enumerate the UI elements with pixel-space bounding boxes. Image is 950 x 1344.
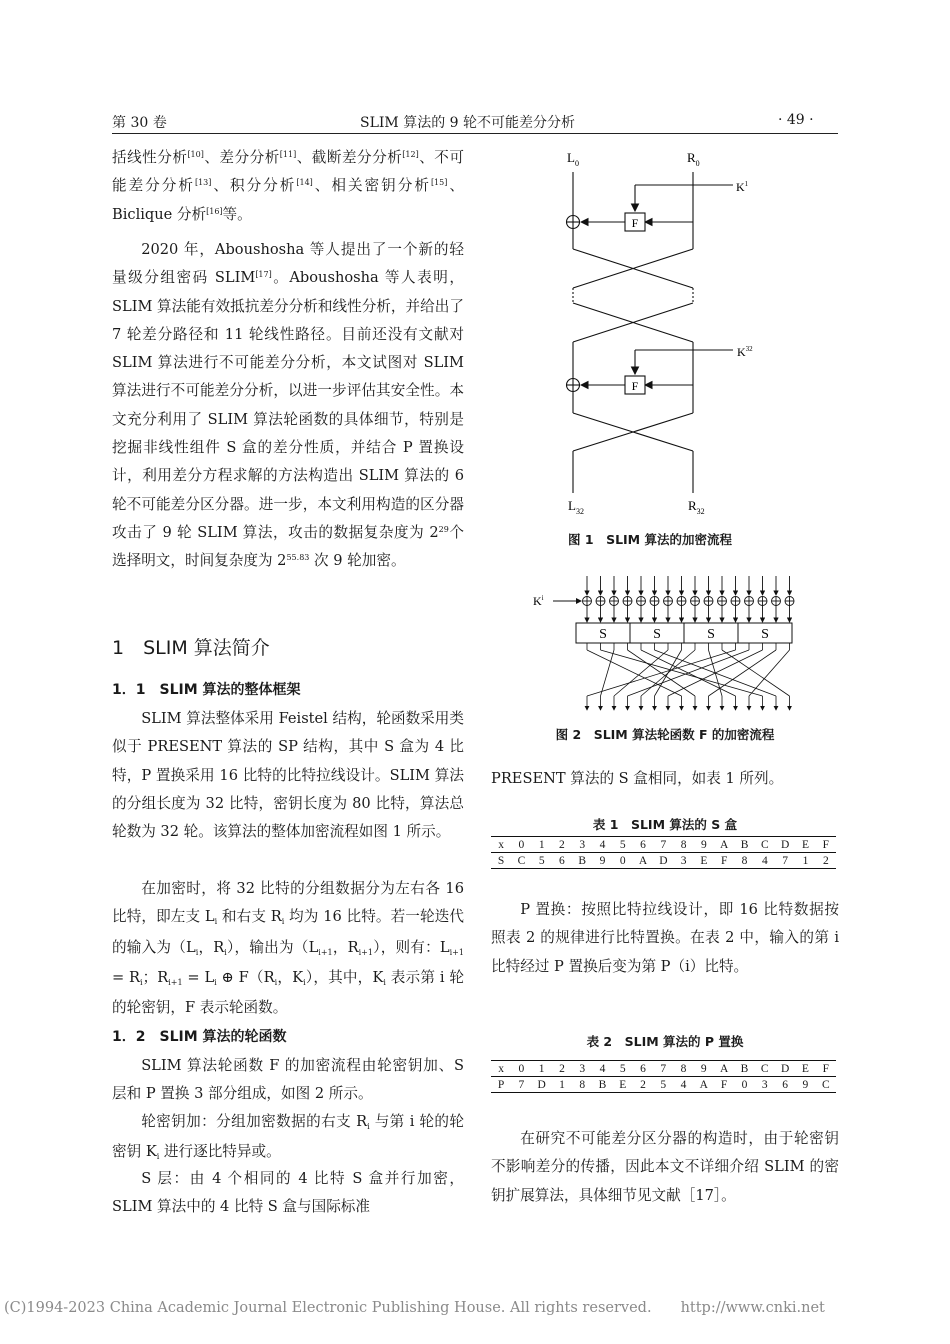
table-cell: 9 <box>694 1061 714 1077</box>
figure-2-round-function-diagram <box>525 570 805 718</box>
table-cell: 3 <box>572 1061 592 1077</box>
table-cell: 5 <box>613 1061 633 1077</box>
table-cell: 4 <box>673 1077 693 1093</box>
header-page-number: · 49 · <box>778 112 814 128</box>
s-box <box>576 623 630 643</box>
table-cell: C <box>816 1077 836 1093</box>
figure-1-feistel-diagram <box>530 145 770 523</box>
table-cell: 7 <box>653 1061 673 1077</box>
paragraph-p-permutation: P 置换：按照比特拉线设计，即 16 比特数据按照表 2 的规律进行比特置换。在表 2 中，输入的第 i 比特经过 P 置换后变为第 P（i）比特。 <box>491 901 839 975</box>
paragraph-round-key-add: 轮密钥加：分组加密数据的右支 $R_i$ 与第 i 轮的轮密钥 $K_i$ 进行逐比特异或。 <box>112 1113 464 1162</box>
label-K1: $K^1$ <box>736 180 749 194</box>
label-L0: $L_0$ <box>567 150 579 168</box>
table-cell: 8 <box>674 837 694 853</box>
paragraph-key-schedule: 在研究不可能差分区分器的构造时，由于轮密钥不影响差分的传播，因此本文不详细介绍 SLIM 的密钥扩展算法，具体细节见文献［17］。 <box>491 1130 839 1204</box>
table-cell: C <box>511 853 531 869</box>
table-2-row-x <box>491 1061 836 1077</box>
f-box-round-32 <box>625 376 645 394</box>
table-cell: E <box>795 837 815 853</box>
s-box <box>684 623 738 643</box>
table-cell: x <box>491 1061 511 1077</box>
subsection-title-framework: 1．1 SLIM 算法的整体框架 <box>112 682 301 698</box>
table-cell: F <box>714 853 734 869</box>
figure-1-caption: 图 1 SLIM 算法的加密流程 <box>568 532 732 547</box>
table-cell: P <box>491 1077 511 1093</box>
permutation-wire <box>601 650 615 696</box>
svg-text:S: S <box>653 627 661 642</box>
s-box <box>630 623 684 643</box>
table-cell: A <box>633 853 653 869</box>
table-1-sbox <box>491 836 836 869</box>
table-cell: E <box>613 1077 633 1093</box>
table-cell: 9 <box>694 837 714 853</box>
table-cell: 8 <box>572 1077 592 1093</box>
paragraph-methods-list: 括线性分析[10]、差分分析[11]、截断差分分析[12]、不可能差分分析[13]、积分分析[14]、相关密钥分析[15]、Biclique 分析[16]等。 <box>112 149 464 223</box>
table-2-row-p <box>491 1077 836 1093</box>
header-title: SLIM 算法的 9 轮不可能差分分析 <box>360 115 576 131</box>
paragraph-present-sbox: PRESENT 算法的 S 盒相同，如表 1 所列。 <box>491 770 784 787</box>
table-cell: 4 <box>592 837 612 853</box>
svg-text:S: S <box>707 627 715 642</box>
paragraph-s-layer: S 层：由 4 个相同的 4 比特 S 盒并行加密，SLIM 算法中的 4 比特 S 盒与国际标准 <box>112 1170 464 1216</box>
svg-text:S: S <box>761 627 769 642</box>
table-cell: D <box>532 1077 552 1093</box>
label-R32: $R_{32}$ <box>688 498 705 516</box>
label-L32: $L_{32}$ <box>568 498 584 516</box>
table-cell: F <box>816 837 836 853</box>
permutation-wire <box>587 650 736 696</box>
table-cell: F <box>714 1077 734 1093</box>
table-cell: D <box>775 1061 795 1077</box>
table-cell: C <box>755 837 775 853</box>
table-cell: B <box>734 1061 754 1077</box>
figure-2-caption: 图 2 SLIM 算法轮函数 F 的加密流程 <box>555 727 775 742</box>
paragraph-encryption: 在加密时，将 32 比特的分组数据分为左右各 16 比特，即左支 $L_i$ 和右支 $R_i$ 均为 16 比特。若一轮迭代的输入为（$L_i$，$R_i$），输出为（$L_{i+1}$，$R_{i+1}$），则有：$L_{i+1} = R_i$；$R_{i+1} = L_i$ ⊕ $F(R_i$，$K_i$），其中，$K_i$ 表示第 i 轮的轮密钥，F 表示轮函数。 <box>112 880 465 1017</box>
permutation-wire <box>709 650 777 696</box>
table-cell: B <box>572 853 592 869</box>
permutation-wire <box>722 650 790 696</box>
table-cell: 1 <box>795 853 815 869</box>
table-1-row-s <box>491 853 836 869</box>
table-cell: 5 <box>532 853 552 869</box>
table-cell: 4 <box>592 1061 612 1077</box>
table-cell: 3 <box>674 853 694 869</box>
table-cell: 8 <box>734 853 754 869</box>
table-cell: 1 <box>532 1061 552 1077</box>
table-cell: 3 <box>572 837 592 853</box>
table-cell: 9 <box>592 853 612 869</box>
table-cell: 6 <box>552 853 572 869</box>
table-cell: 0 <box>613 853 633 869</box>
permutation-wire <box>587 650 682 696</box>
label-R0: $R_0$ <box>687 150 700 168</box>
table-cell: 1 <box>552 1077 572 1093</box>
table-cell: 5 <box>613 837 633 853</box>
table-cell: 2 <box>633 1077 653 1093</box>
table-cell: 2 <box>552 1061 572 1077</box>
paragraph-slim-intro: 2020 年，Aboushosha 等人提出了一个新的轻量级分组密码 SLIM[17]。Aboushosha 等人表明，SLIM 算法能有效抵抗差分分析和线性分析，并给出了 7 轮差分路径和 11 轮线性路径。目前还没有文献对 SLIM 算法进行不可能差分分析，本文试图对 SLIM 算法进行不可能差分分析，以进一步评估其安全性。本文充分利用了 SLIM 算法轮函数的具体细节，特别是挖掘非线性组件 S 盒的差分性质，并结合 P 置换设计，利用差分方程求解的方法构造出 SLIM 算法的 6 轮不可能差分区分器。进一步，本文利用构造的区分器攻击了 9 轮 SLIM 算法，攻击的数据复杂度为 $2^{29}$个选择明文，时间复杂度为 $2^{55.83}$ 次 9 轮加密。 <box>112 241 464 570</box>
table-cell: 6 <box>775 1077 795 1093</box>
svg-text:S: S <box>599 627 607 642</box>
table-cell: 7 <box>511 1077 531 1093</box>
permutation-wire <box>628 650 750 696</box>
table-cell: 0 <box>734 1077 754 1093</box>
s-box <box>738 623 792 643</box>
svg-text:F: F <box>631 379 639 393</box>
table-cell: A <box>714 1061 734 1077</box>
table-cell: E <box>694 853 714 869</box>
table-cell: A <box>694 1077 714 1093</box>
table-cell: B <box>592 1077 612 1093</box>
table-cell: 6 <box>633 837 653 853</box>
table-cell: 0 <box>511 837 531 853</box>
table-cell: 2 <box>816 853 836 869</box>
table-1-row-x <box>491 837 836 853</box>
table-cell: 2 <box>552 837 572 853</box>
table-cell: B <box>734 837 754 853</box>
table-cell: 8 <box>673 1061 693 1077</box>
table-cell: D <box>775 837 795 853</box>
table-cell: 0 <box>511 1061 531 1077</box>
table-cell: D <box>653 853 673 869</box>
table-cell: 5 <box>653 1077 673 1093</box>
table-cell: 7 <box>653 837 673 853</box>
header-volume: 第 30 卷 <box>112 115 167 131</box>
label-K32: $K^{32}$ <box>737 345 753 359</box>
footer-copyright: (C)1994-2023 China Academic Journal Electronic Publishing House. All rights reserved. http://www.cnki.net <box>4 1300 825 1316</box>
table-cell: 9 <box>795 1077 815 1093</box>
header-rule <box>112 133 838 134</box>
table-cell: F <box>816 1061 836 1077</box>
svg-text:F: F <box>631 216 639 230</box>
subsection-title-round-function: 1．2 SLIM 算法的轮函数 <box>112 1029 287 1045</box>
table-cell: E <box>795 1061 815 1077</box>
paragraph-round-function: SLIM 算法轮函数 F 的加密流程由轮密钥加、S 层和 P 置换 3 部分组成，如图 2 所示。 <box>112 1057 464 1103</box>
table-cell: 1 <box>532 837 552 853</box>
section-title-slim-overview: 1 SLIM 算法简介 <box>112 637 270 659</box>
table-cell: 6 <box>633 1061 653 1077</box>
label-Ki: $K^i$ <box>533 594 544 608</box>
table-cell: A <box>714 837 734 853</box>
table-cell: 3 <box>755 1077 775 1093</box>
f-box-round-1 <box>625 213 645 231</box>
table-cell: 4 <box>755 853 775 869</box>
table-2-caption: 表 2 SLIM 算法的 P 置换 <box>586 1034 744 1049</box>
table-1-caption: 表 1 SLIM 算法的 S 盒 <box>592 817 738 832</box>
paragraph-framework: SLIM 算法整体采用 Feistel 结构，轮函数采用类似于 PRESENT 算法的 SP 结构，其中 S 盒为 4 比特，P 置换采用 16 比特的比特拉线设计。SLIM 算法的分组长度为 32 比特，密钥长度为 80 比特，算法总轮数为 32 轮。该算法的整体加密流程如图 1 所示。 <box>112 710 464 841</box>
table-cell: x <box>491 837 511 853</box>
table-cell: C <box>755 1061 775 1077</box>
table-cell: S <box>491 853 511 869</box>
table-2-p-permutation <box>491 1060 836 1093</box>
table-cell: 7 <box>775 853 795 869</box>
